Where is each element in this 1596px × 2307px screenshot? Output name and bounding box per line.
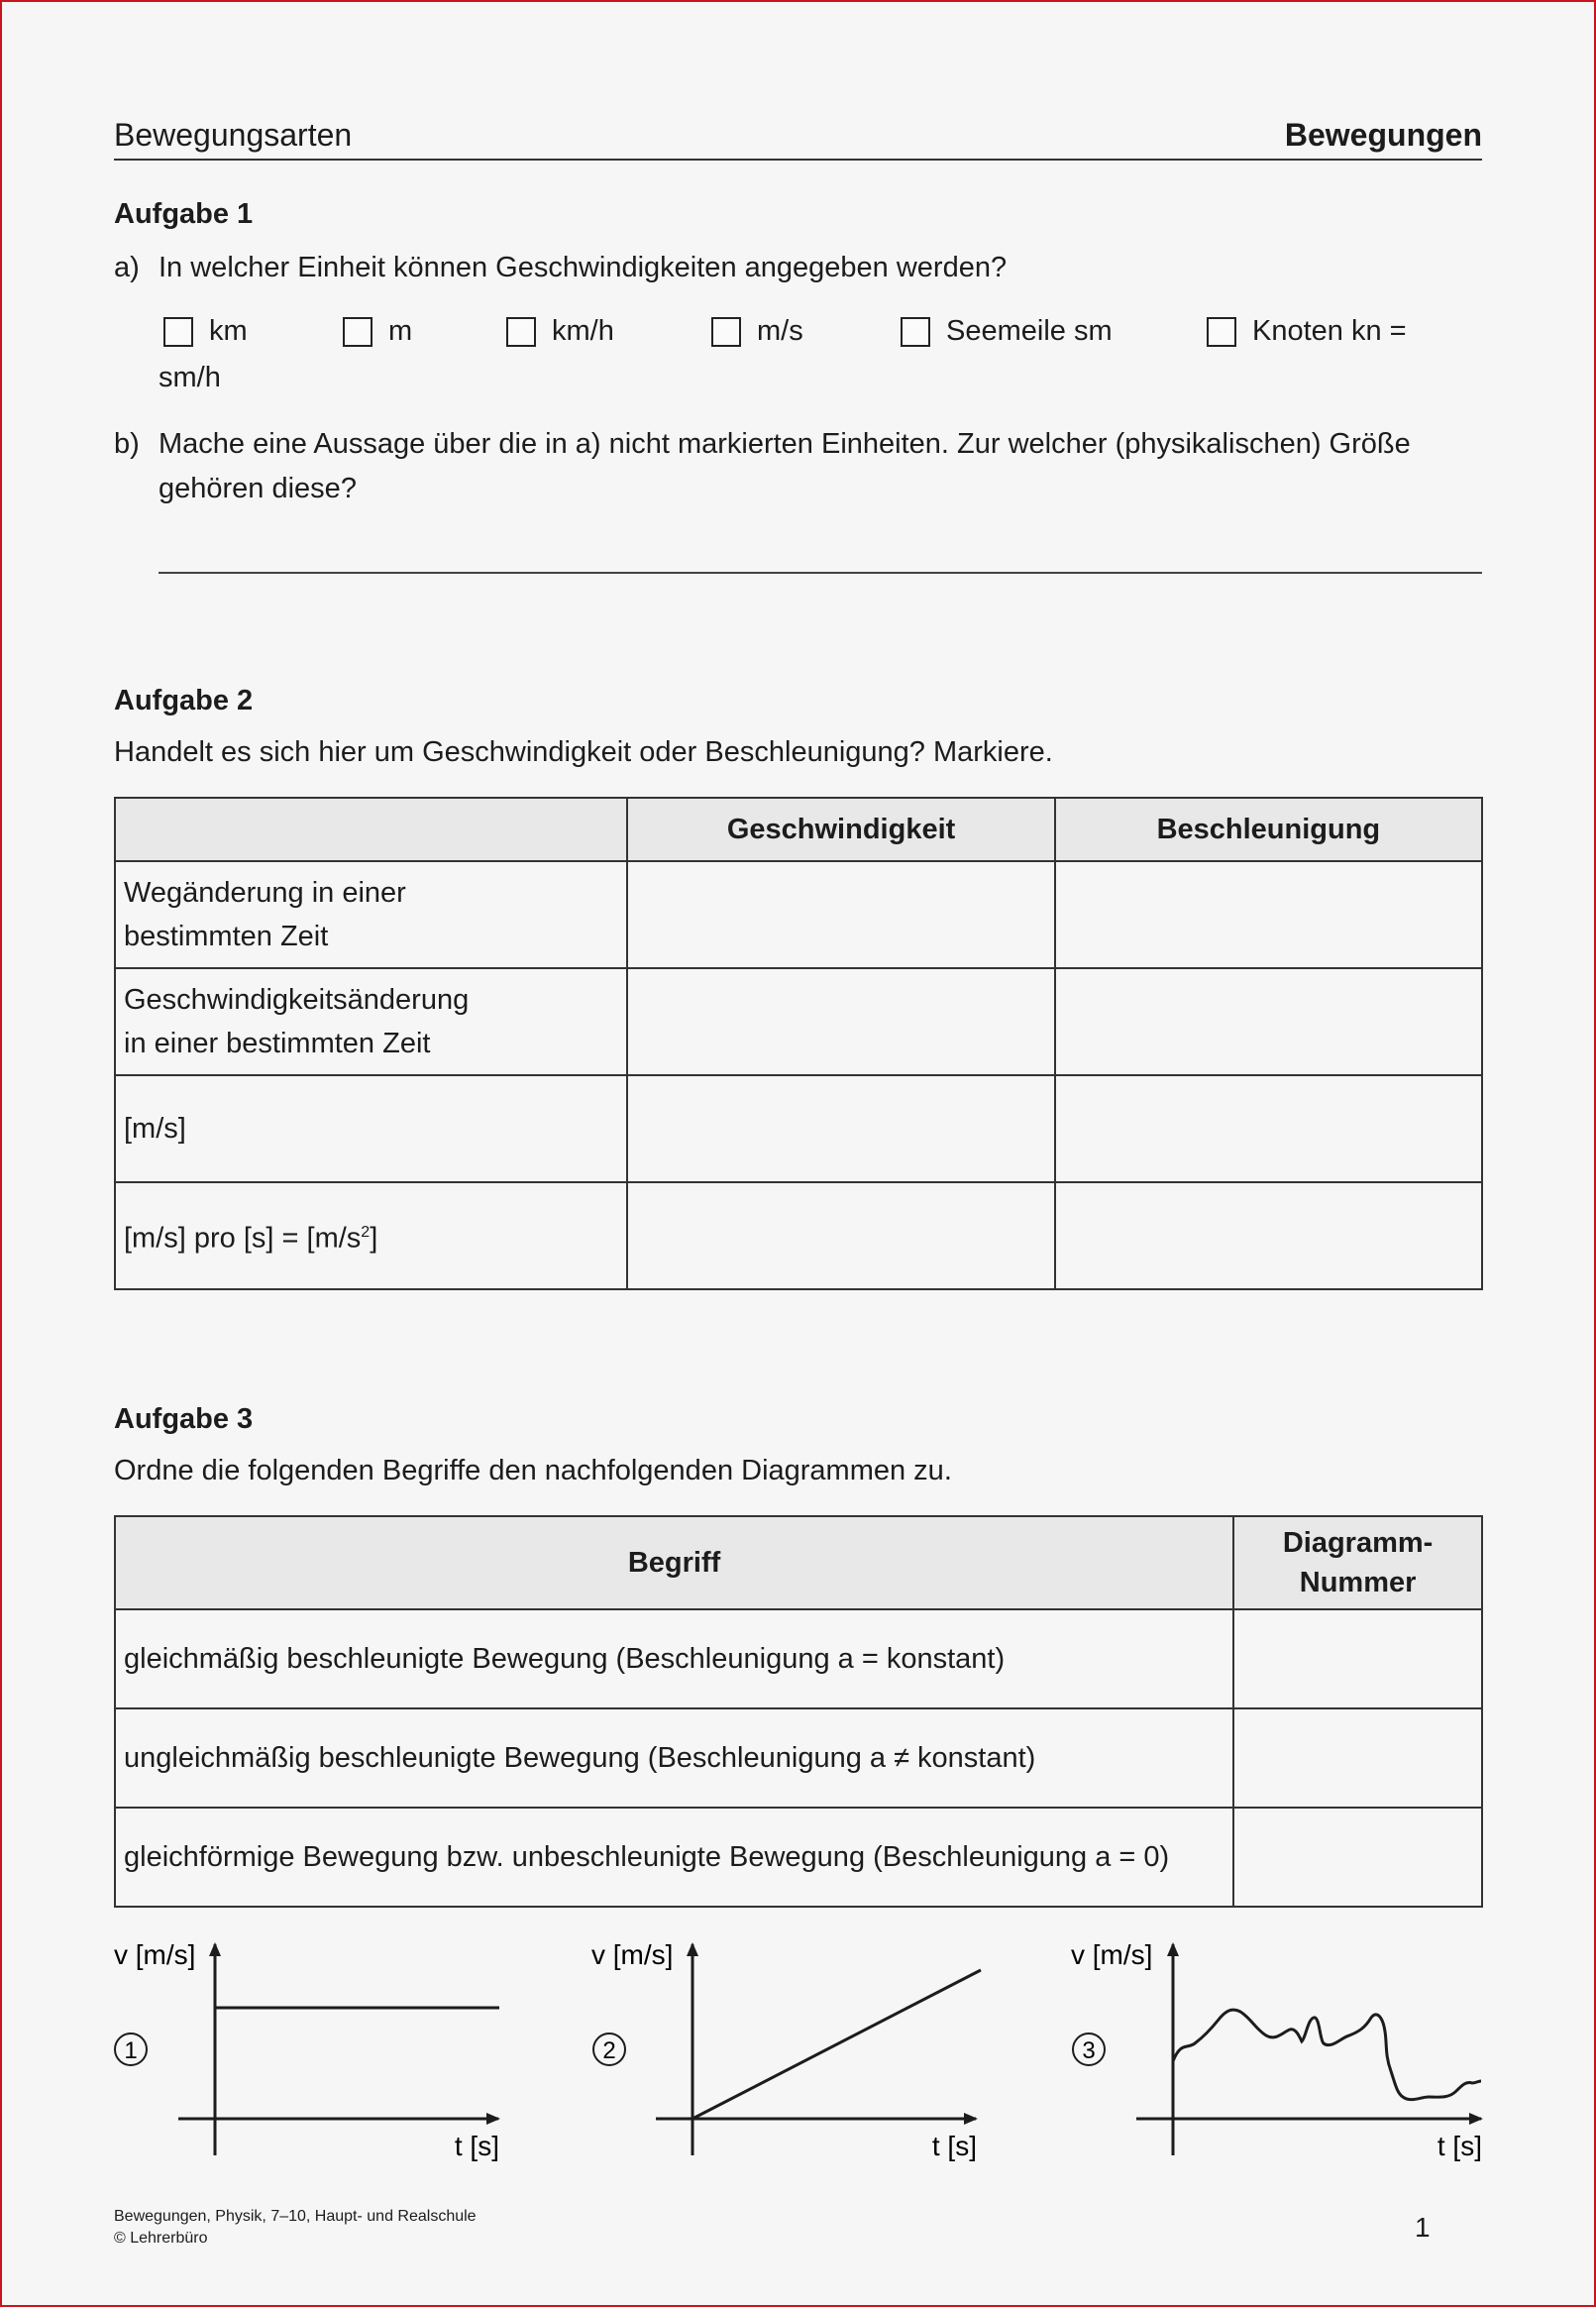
row-label [115,861,627,968]
task1-b-question-line1: Mache eine Aussage über die in a) nicht markierten Einheiten. Zur welcher (physikalischen) Größe [159,428,1411,460]
option-label: km/h [552,315,614,347]
checkbox[interactable] [506,317,536,347]
table-row [115,1808,1482,1907]
mark-cell[interactable] [1055,1182,1482,1289]
table-row [115,861,1482,968]
mark-cell[interactable] [627,861,1054,968]
option-label: Knoten kn = [1252,315,1407,347]
diagrams-area [0,1932,1596,2170]
task2-table [114,797,1483,1290]
header-cell-empty [115,798,627,861]
task1-title: Aufgabe 1 [114,198,254,230]
row-label [115,1182,627,1289]
task1-b-question-line2: gehören diese? [159,473,357,504]
x-axis-label: t [s] [454,2131,499,2161]
table-header-row [115,1516,1482,1609]
mark-cell[interactable] [627,1075,1054,1182]
diagram-3 [1071,1939,1482,2161]
header-cell-diagramm-nummer [1233,1516,1482,1609]
footer-line: © Lehrerbüro [114,2230,208,2247]
checkbox[interactable] [711,317,741,347]
diagram-number: 2 [602,2037,616,2064]
term-cell: ungleichmäßig beschleunigte Bewegung (Beschleunigung a ≠ konstant) [115,1708,1233,1808]
checkbox[interactable] [901,317,930,347]
task3-instruction: Ordne die folgenden Begriffe den nachfolgenden Diagrammen zu. [114,1455,952,1486]
row-label-line: [m/s] [124,1113,186,1145]
header-cell-geschwindigkeit: Geschwindigkeit [627,798,1054,861]
table-row [115,1708,1482,1808]
task3-table [114,1515,1483,1908]
table-header-row [115,798,1482,861]
table-row [115,1609,1482,1708]
table-row [115,968,1482,1075]
diagram-2 [591,1939,981,2161]
footer-credits [114,2206,477,2250]
x-axis-label: t [s] [1436,2131,1482,2161]
task1-a-marker: a) [114,252,140,283]
curve-linear [692,1970,981,2119]
mark-cell[interactable] [1055,1075,1482,1182]
term-cell: gleichförmige Bewegung bzw. unbeschleunigte Bewegung (Beschleunigung a = 0) [115,1808,1233,1907]
footer-line: Bewegungen, Physik, 7–10, Haupt- und Realschule [114,2208,477,2225]
x-axis-label: t [s] [931,2131,977,2161]
page-number: 1 [1415,2212,1431,2243]
checkbox[interactable] [343,317,372,347]
row-label-superscript: 2 [361,1224,371,1242]
task1-b-marker: b) [114,428,140,460]
mark-cell[interactable] [627,1182,1054,1289]
row-label [115,968,627,1075]
header-line: Nummer [1299,1567,1417,1598]
option-m[interactable] [343,315,412,348]
number-input-cell[interactable] [1233,1708,1482,1808]
header-rule [114,159,1482,161]
option-label: m [388,315,413,347]
number-input-cell[interactable] [1233,1808,1482,1907]
header-title: Bewegungen [1284,117,1482,153]
checkbox[interactable] [163,317,193,347]
row-label-line: bestimmten Zeit [124,921,329,952]
option-knoten[interactable] [1207,315,1407,348]
row-label-line: Geschwindigkeitsänderung [124,984,470,1016]
task1-a-question: In welcher Einheit können Geschwindigkeiten angegeben werden? [159,252,1008,283]
task2-title: Aufgabe 2 [114,685,254,716]
number-input-cell[interactable] [1233,1609,1482,1708]
table-row [115,1075,1482,1182]
y-axis-label: v [m/s] [114,1939,196,1970]
term-cell: gleichmäßig beschleunigte Bewegung (Beschleunigung a = konstant) [115,1609,1233,1708]
diagram-number: 3 [1082,2037,1096,2064]
table-row [115,1182,1482,1289]
row-label-line: Wegänderung in einer [124,877,406,909]
option-label: Seemeile sm [946,315,1113,347]
curve-irregular [1173,2010,1481,2100]
header-topic: Bewegungsarten [114,117,353,153]
row-label [115,1075,627,1182]
answer-line[interactable] [159,572,1482,574]
row-label-line: in einer bestimmten Zeit [124,1028,431,1059]
mark-cell[interactable] [1055,968,1482,1075]
option-kmh[interactable] [506,315,614,348]
diagram-1 [114,1939,499,2161]
option-ms[interactable] [711,315,803,348]
diagram-number: 1 [124,2037,138,2064]
row-label-main: [m/s] pro [s] = [m/s [124,1222,362,1255]
y-axis-label: v [m/s] [1071,1939,1153,1970]
option-label: m/s [757,315,803,347]
checkbox[interactable] [1207,317,1236,347]
header-cell-beschleunigung: Beschleunigung [1055,798,1482,861]
header-cell-begriff: Begriff [115,1516,1233,1609]
task3-title: Aufgabe 3 [114,1403,254,1435]
y-axis-label: v [m/s] [591,1939,674,1970]
option-km[interactable] [163,315,248,348]
header-line: Diagramm- [1282,1527,1434,1559]
task2-instruction: Handelt es sich hier um Geschwindigkeit oder Beschleunigung? Markiere. [114,736,1053,768]
option-label: km [209,315,248,347]
mark-cell[interactable] [1055,861,1482,968]
option-knoten-wrap: sm/h [159,362,221,393]
row-label-tail: ] [370,1222,378,1255]
option-seemeile[interactable] [901,315,1113,348]
mark-cell[interactable] [627,968,1054,1075]
